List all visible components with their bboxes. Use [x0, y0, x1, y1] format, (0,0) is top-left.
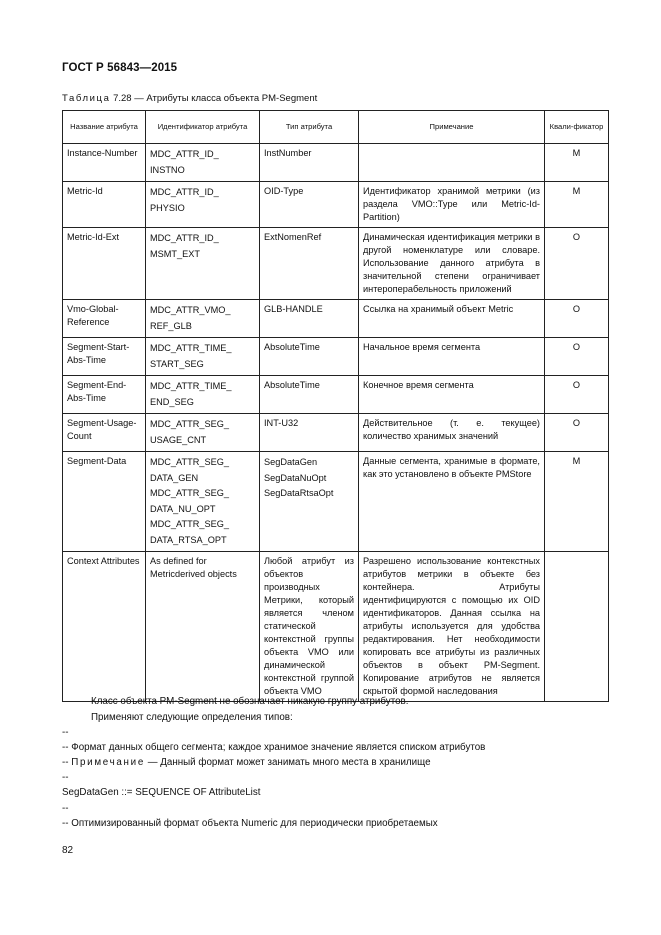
cell-type: [260, 182, 359, 228]
cell-note: Данные сегмента, хранимые в формате, как это установлено в объекте PMStore: [359, 452, 545, 552]
paragraph-no-groups: Класс объекта PM-Segment не обозначает никакую группу атрибутов.: [91, 696, 409, 707]
ident-line: DATA_NU_OPT: [150, 503, 216, 514]
table-caption-text: 7.28 — Атрибуты класса объекта PM-Segment: [113, 93, 318, 104]
table-row: [63, 300, 609, 338]
table-row: [63, 414, 609, 452]
code-note-line: [62, 757, 431, 768]
table-row: [63, 182, 609, 228]
ident-line: INSTNO: [150, 164, 185, 175]
ident-line: MDC_ATTR_TIME_: [150, 343, 232, 353]
document-header: ГОСТ Р 56843—2015: [62, 62, 178, 74]
cell-ident: [146, 182, 260, 228]
ident-line: MDC_ATTR_SEG_: [150, 519, 229, 529]
cell-ident: [146, 552, 260, 702]
ident-line: START_SEG: [150, 358, 204, 369]
ident-line: END_SEG: [150, 396, 194, 407]
cell-type: [260, 414, 359, 452]
cell-ident: [146, 338, 260, 376]
ident-line: MDC_ATTR_ID_: [150, 187, 219, 197]
cell-qualifier: M: [545, 144, 609, 182]
header-attr-type: Тип атрибута: [260, 111, 359, 144]
table-row: [63, 228, 609, 300]
header-note: Примечание: [359, 111, 545, 144]
ident-line: As defined for Metricderived objects: [150, 556, 237, 579]
cell-note: [359, 144, 545, 182]
cell-note: Ссылка на хранимый объект Metric: [359, 300, 545, 338]
ident-line: USAGE_CNT: [150, 434, 207, 445]
table-header-row: [63, 111, 609, 144]
ident-line: DATA_RTSA_OPT: [150, 534, 227, 545]
cell-name: Instance-Number: [63, 144, 146, 182]
type-line: AbsoluteTime: [264, 380, 320, 390]
header-attr-ident: Идентификатор атрибута: [146, 111, 260, 144]
cell-qualifier: O: [545, 376, 609, 414]
ident-line: MDC_ATTR_SEG_: [150, 488, 229, 498]
header-qualifier: Квали-фикатор: [545, 111, 609, 144]
cell-type: [260, 338, 359, 376]
code-note-text: — Данный формат может занимать много места в хранилище: [147, 757, 431, 768]
cell-note: Конечное время сегмента: [359, 376, 545, 414]
type-line: SegDataGen: [264, 457, 318, 467]
cell-qualifier: [545, 552, 609, 702]
code-note-prefix: --: [62, 757, 69, 768]
ident-line: MDC_ATTR_SEG_: [150, 457, 229, 467]
ident-line: MDC_ATTR_ID_: [150, 149, 219, 159]
cell-name: Metric-Id-Ext: [63, 228, 146, 300]
cell-note: Идентификатор хранимой метрики (из раздела VMO::Type или Metric-Id-Partition): [359, 182, 545, 228]
table-row: [63, 552, 609, 702]
ident-line: MDC_ATTR_SEG_: [150, 419, 229, 429]
table-row: [63, 376, 609, 414]
table-row: [63, 452, 609, 552]
cell-note: Динамическая идентификация метрики в другой номенклатуре или словаре. Использование данного атрибута в значительной степени ограничивает интероперабельность приложений: [359, 228, 545, 300]
table-caption-word: Таблица: [62, 93, 111, 104]
cell-qualifier: O: [545, 414, 609, 452]
attributes-table: [62, 110, 609, 702]
ident-line: REF_GLB: [150, 320, 192, 331]
cell-qualifier: O: [545, 300, 609, 338]
type-line: ExtNomenRef: [264, 232, 322, 242]
code-comment-line: -- Формат данных общего сегмента; каждое хранимое значение является списком атрибутов: [62, 742, 486, 753]
cell-name: Metric-Id: [63, 182, 146, 228]
table-row: [63, 144, 609, 182]
ident-line: MDC_ATTR_ID_: [150, 233, 219, 243]
code-comment-line: --: [62, 803, 69, 814]
cell-ident: [146, 376, 260, 414]
type-line: AbsoluteTime: [264, 342, 320, 352]
type-line: Любой атрибут из объектов производных Метрики, который является членом статической контекстной группы объекта VMO или динамической контекстной группой объекта VMO: [264, 556, 354, 696]
cell-type: [260, 452, 359, 552]
type-line: OID-Type: [264, 186, 304, 196]
cell-ident: [146, 414, 260, 452]
cell-name: Segment-Start-Abs-Time: [63, 338, 146, 376]
code-comment-line: -- Оптимизированный формат объекта Numeric для периодически приобретаемых: [62, 818, 438, 829]
cell-name: Segment-Data: [63, 452, 146, 552]
ident-line: PHYSIO: [150, 202, 185, 213]
cell-type: [260, 300, 359, 338]
code-comment-line: --: [62, 727, 69, 738]
cell-note: Действительное (т. е. текущее) количество хранимых значений: [359, 414, 545, 452]
ident-line: DATA_GEN: [150, 472, 199, 483]
cell-type: [260, 552, 359, 702]
code-comment-line: --: [62, 772, 69, 783]
cell-name: Context Attributes: [63, 552, 146, 702]
cell-qualifier: M: [545, 182, 609, 228]
type-line: InstNumber: [264, 148, 312, 158]
table-row: [63, 338, 609, 376]
cell-note: Начальное время сегмента: [359, 338, 545, 376]
cell-qualifier: O: [545, 228, 609, 300]
type-line: SegDataNuOpt: [264, 472, 327, 483]
cell-qualifier: O: [545, 338, 609, 376]
table-caption: [62, 93, 317, 104]
cell-ident: [146, 228, 260, 300]
ident-line: MDC_ATTR_TIME_: [150, 381, 232, 391]
cell-type: [260, 376, 359, 414]
type-line: GLB-HANDLE: [264, 304, 323, 314]
cell-type: [260, 144, 359, 182]
cell-name: Segment-End-Abs-Time: [63, 376, 146, 414]
ident-line: MDC_ATTR_VMO_: [150, 305, 231, 315]
cell-type: [260, 228, 359, 300]
type-line: SegDataRtsaOpt: [264, 488, 334, 498]
cell-ident: [146, 452, 260, 552]
cell-qualifier: M: [545, 452, 609, 552]
type-line: INT-U32: [264, 418, 299, 428]
cell-ident: [146, 300, 260, 338]
code-definition-line: SegDataGen ::= SEQUENCE OF AttributeList: [62, 787, 261, 798]
cell-name: Vmo-Global-Reference: [63, 300, 146, 338]
cell-name: Segment-Usage-Count: [63, 414, 146, 452]
paragraph-type-definitions: Применяют следующие определения типов:: [91, 712, 293, 723]
cell-note: Разрешено использование контекстных атрибутов метрики в объекте без контейнера. Атрибуты идентифицируются с помощью их OID идентификаторов. Данная ссылка на атрибуты используется для удобства редактирования. Нет необходимости копировать все атрибуты из различных объектов в объект PM-Segment. Копирование атрибутов не является скрытой формой наследования: [359, 552, 545, 702]
header-attr-name: Название атрибута: [63, 111, 146, 144]
page-number: 82: [62, 845, 74, 856]
code-note-word: Примечание: [71, 757, 145, 768]
cell-ident: [146, 144, 260, 182]
ident-line: MSMT_EXT: [150, 248, 201, 259]
